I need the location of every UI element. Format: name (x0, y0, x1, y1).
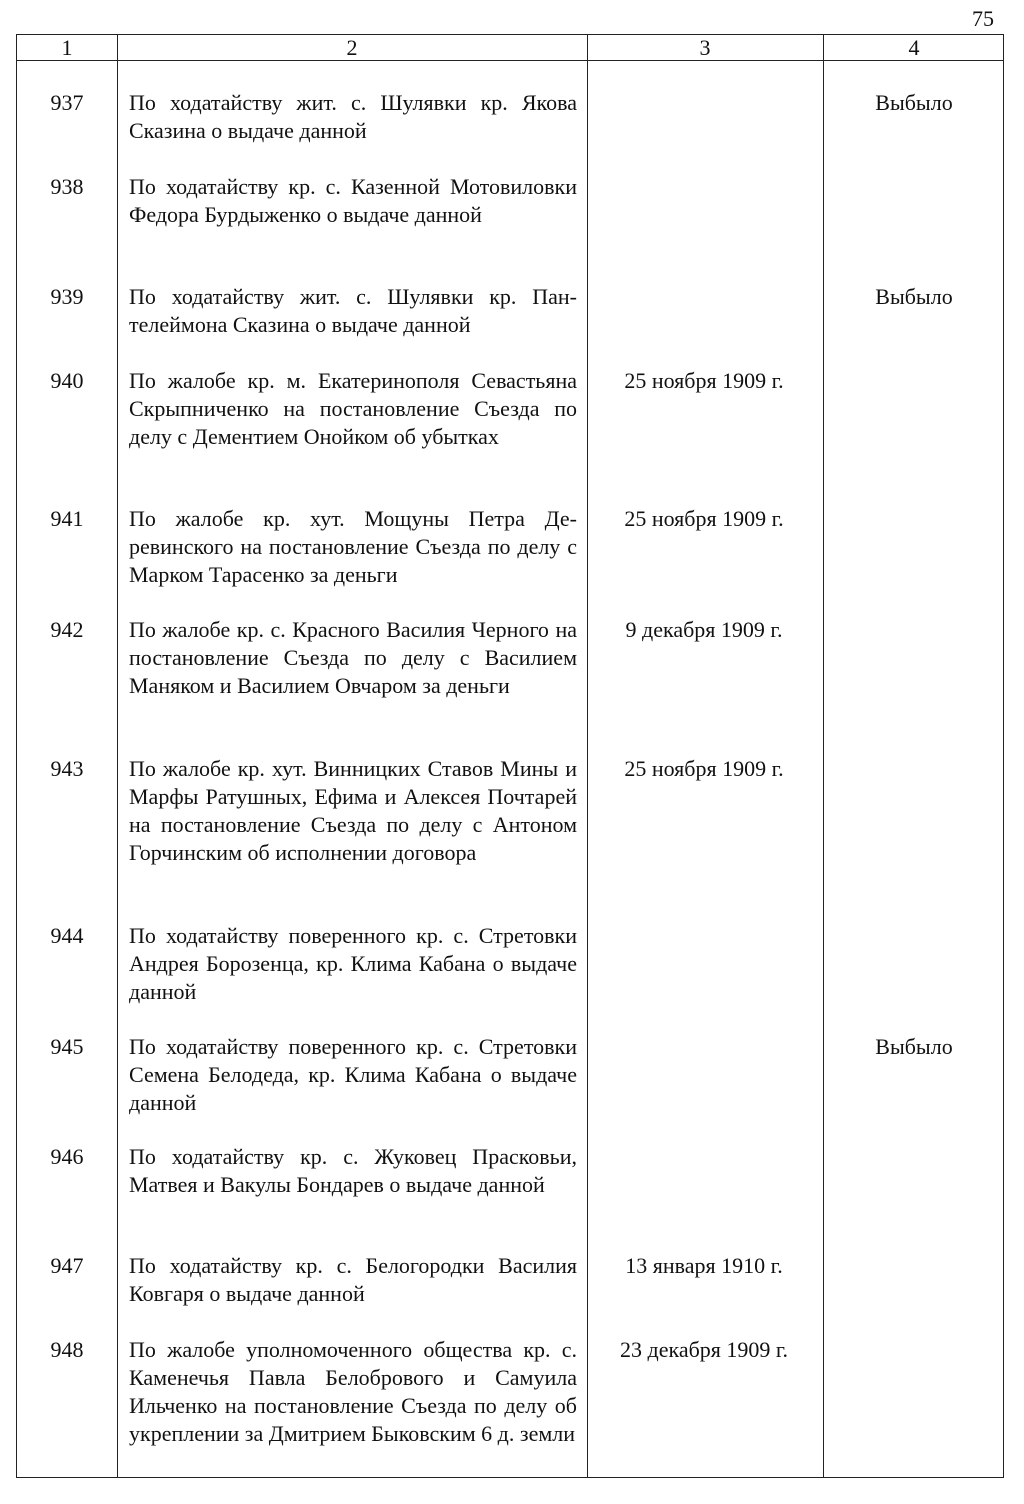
entry-description: По ходатайству поверенного кр. с. Стретовки Андрея Борозенца, кр. Клима Кабана о выдаче данной (129, 923, 577, 1004)
entry-number: 938 (50, 174, 84, 199)
entry-number: 945 (50, 1034, 84, 1059)
register-table (16, 34, 1004, 1478)
column-header-1: 1 (61, 35, 73, 60)
entry-description: По ходатайству поверенного кр. с. Стретовки Семена Белодеда, кр. Клима Кабана о выдаче данной (129, 1034, 577, 1115)
entry-date: 23 декабря 1909 г. (620, 1337, 788, 1362)
column-header-2: 2 (346, 35, 358, 60)
entry-description: По ходатайству кр. с. Белогородки Василия Ковгаря о выдаче данной (129, 1253, 577, 1306)
entry-number: 942 (50, 617, 84, 642)
entry-description: По ходатайству кр. с. Казенной Мотовиловки Федора Бурдыженко о выдаче данной (129, 174, 577, 227)
entry-description: По жалобе уполномоченного общества кр. с. Каменечья Павла Белобрового и Самуила Ильченко на постановление Съезда по делу об укреплении за Дмитрием Быковским 6 д. земли (129, 1337, 577, 1446)
entry-date: 13 января 1910 г. (625, 1253, 783, 1278)
entry-description: По жалобе кр. хут. Мощуны Петра Деревинского на постановление Съезда по делу с Марком Тарасенко за деньги (129, 506, 577, 587)
column-header-4: 4 (908, 35, 920, 60)
header-row (17, 35, 1003, 61)
entry-note: Выбыло (875, 90, 953, 115)
column-header-3: 3 (699, 35, 711, 60)
page-number: 75 (972, 6, 994, 31)
entry-note: Выбыло (875, 1034, 953, 1059)
entry-number: 943 (50, 756, 84, 781)
entry-description: По ходатайству жит. с. Шулявки кр. Пантелеймона Сказина о выдаче данной (129, 284, 577, 337)
entry-description: По ходатайству жит. с. Шулявки кр. Якова Сказина о выдаче данной (129, 90, 577, 143)
entry-description: По жалобе кр. с. Красного Василия Черного на постановление Съезда по делу с Василием Маняком и Василием Овчаром за деньги (129, 617, 577, 698)
entry-description: По жалобе кр. хут. Винницких Ставов Мины и Марфы Ратушных, Ефима и Алексея Почтарей на постановление Съезда по делу с Антоном Горчинским об исполнении договора (129, 756, 577, 865)
entry-number: 948 (50, 1337, 84, 1362)
entry-number: 946 (50, 1144, 84, 1169)
column-divider (117, 35, 118, 1477)
entry-date: 25 ноября 1909 г. (624, 506, 784, 531)
column-divider (823, 35, 824, 1477)
entry-date: 25 ноября 1909 г. (624, 368, 784, 393)
entry-number: 940 (50, 368, 84, 393)
entry-date: 9 декабря 1909 г. (625, 617, 783, 642)
entry-number: 937 (50, 90, 84, 115)
entry-description: По жалобе кр. м. Екатеринополя Севастьяна Скрыпниченко на постановление Съезда по делу с Дементием Онойком об убытках (129, 368, 577, 449)
entry-date: 25 ноября 1909 г. (624, 756, 784, 781)
entry-note: Выбыло (875, 284, 953, 309)
entry-number: 941 (50, 506, 84, 531)
entry-number: 947 (50, 1253, 84, 1278)
entry-number: 944 (50, 923, 84, 948)
entry-description: По ходатайству кр. с. Жуковец Прасковьи, Матвея и Вакулы Бондарев о выдаче данной (129, 1144, 577, 1197)
entry-number: 939 (50, 284, 84, 309)
